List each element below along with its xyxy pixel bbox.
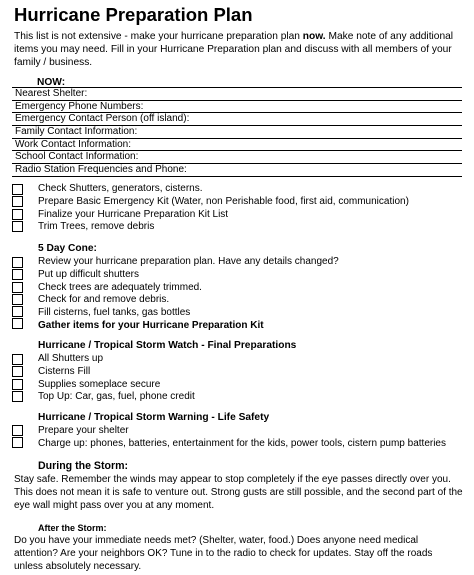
page-title: Hurricane Preparation Plan [14, 4, 253, 25]
watch-checklist [38, 353, 195, 404]
intro-text-1: This list is not extensive - make your hurricane preparation plan [14, 31, 303, 42]
list-item: Put up difficult shutters [38, 268, 139, 280]
checkbox[interactable] [12, 391, 23, 402]
field-emergency-contact[interactable]: Emergency Contact Person (off island): [12, 113, 462, 126]
list-item: Cisterns Fill [38, 365, 91, 377]
checkbox[interactable] [12, 379, 23, 390]
five-day-checklist [38, 256, 339, 333]
general-checklist [38, 183, 409, 234]
checkbox[interactable] [12, 196, 23, 207]
list-item: Charge up: phones, batteries, entertainment for the kids, power tools, cistern pump batteries [38, 437, 446, 449]
list-item: Finalize your Hurricane Preparation Kit List [38, 208, 229, 220]
field-nearest-shelter[interactable]: Nearest Shelter: [12, 88, 462, 101]
checkbox[interactable] [12, 257, 23, 268]
list-item: All Shutters up [38, 353, 104, 364]
checkbox[interactable] [12, 294, 23, 305]
list-item: Check Shutters, generators, cisterns. [38, 183, 203, 194]
checkbox[interactable] [12, 306, 23, 317]
checkbox[interactable] [12, 318, 23, 329]
list-item: Trim Trees, remove debris [38, 221, 155, 233]
field-emergency-phone[interactable]: Emergency Phone Numbers: [12, 101, 462, 114]
intro-text-2: Make note of any additional items you may need. Fill in your Hurricane Preparation plan and discuss with all members of your family / business. [14, 31, 454, 68]
checkbox[interactable] [12, 437, 23, 448]
list-item: Fill cisterns, fuel tanks, gas bottles [38, 307, 191, 319]
field-work-contact[interactable]: Work Contact Information: [12, 139, 462, 152]
list-item: Gather items for your Hurricane Preparation Kit [38, 319, 264, 331]
checkbox[interactable] [12, 282, 23, 293]
checkbox[interactable] [12, 366, 23, 377]
general-checkbox-column [12, 184, 23, 233]
list-item: Prepare Basic Emergency Kit (Water, non Perishable food, first aid, communication) [38, 195, 409, 207]
checkbox[interactable] [12, 209, 23, 220]
warning-checklist [38, 425, 446, 451]
list-item: Supplies someplace secure [38, 378, 161, 390]
during-paragraph: Stay safe. Remember the winds may appear to stop completely if the eye passes directly over you. This does not mean it is safe to venture out. Strong gusts are still possible, and the second part of the eye wall might pass over you at any moment. [14, 474, 463, 511]
five-day-checkbox-column [12, 257, 23, 331]
during-heading: During the Storm: [38, 460, 129, 472]
list-item: Check for and remove debris. [38, 294, 170, 306]
checkbox[interactable] [12, 269, 23, 280]
intro-paragraph [14, 31, 464, 69]
field-family-contact[interactable]: Family Contact Information: [12, 126, 462, 139]
after-paragraph: Do you have your immediate needs met? (Shelter, water, food.) Does anyone need medical attention? Are your neighbors OK? Tune in to the radio to check for updates. Stay off the roads unless absolutely necessary. [14, 535, 433, 572]
five-day-heading: 5 Day Cone: [38, 243, 97, 254]
list-item: Prepare your shelter [38, 425, 129, 436]
field-school-contact[interactable]: School Contact Information: [12, 151, 462, 164]
after-heading: After the Storm: [38, 523, 107, 533]
warning-heading: Hurricane / Tropical Storm Warning - Life Safety [38, 412, 270, 423]
checkbox[interactable] [12, 354, 23, 365]
checkbox[interactable] [12, 184, 23, 195]
intro-emphasis: now. [302, 31, 326, 42]
contact-fields-table [12, 87, 462, 177]
field-radio-station[interactable]: Radio Station Frequencies and Phone: [12, 164, 462, 177]
warning-checkbox-column [12, 425, 23, 450]
checkbox[interactable] [12, 221, 23, 232]
now-label: NOW: [37, 77, 66, 88]
list-item: Check trees are adequately trimmed. [38, 281, 202, 293]
list-item: Review your hurricane preparation plan. Have any details changed? [38, 256, 339, 267]
watch-checkbox-column [12, 354, 23, 403]
list-item: Top Up: Car, gas, fuel, phone credit [38, 391, 195, 403]
watch-heading: Hurricane / Tropical Storm Watch - Final Preparations [38, 340, 297, 351]
checkbox[interactable] [12, 425, 23, 436]
